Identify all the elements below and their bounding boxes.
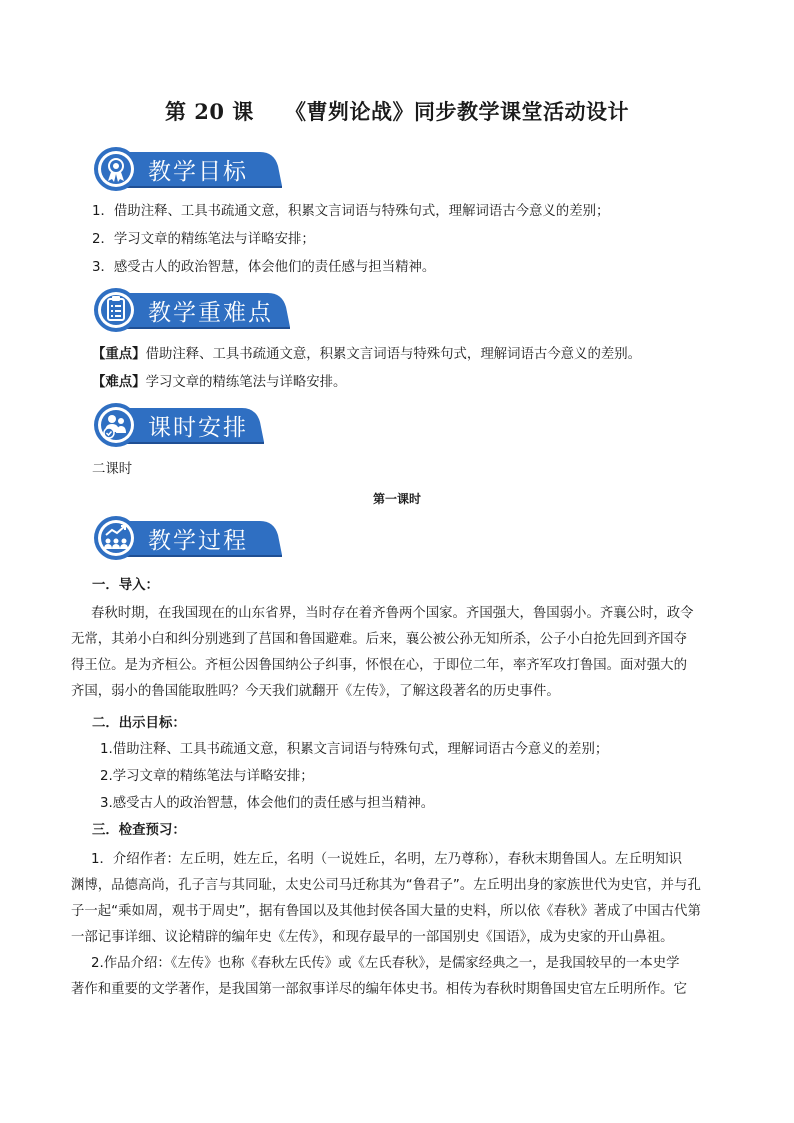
section-heading: 教学过程 xyxy=(148,528,248,554)
clipboard-checklist-icon xyxy=(92,287,140,333)
paragraph-line: 渊博，品德高尚，孔子言与其同耻，太史公司马迁称其为“鲁君子”。左丘明出身的家族世代为史官，并与孔 xyxy=(71,878,701,893)
paragraph-line: 无常，其弟小白和纠分别逃到了莒国和鲁国避难。后来，襄公被公孙无知所杀，公子小白抢先回到齐国夺 xyxy=(71,632,687,647)
section-heading: 课时安排 xyxy=(148,415,248,441)
paragraph-line: 2.作品介绍：《左传》也称《春秋左氏传》或《左氏春秋》，是儒家经典之一，是我国较早的一本史学 xyxy=(91,956,680,971)
section-banner-key-points xyxy=(92,287,302,333)
objective-item: 3.感受古人的政治智慧，体会他们的责任感与担当精神。 xyxy=(100,796,435,811)
key-point-line xyxy=(92,346,641,364)
paragraph-line: 得王位。是为齐桓公。齐桓公因鲁国纳公子纠事，怀恨在心，于即位二年，率齐军攻打鲁国。面对强大的 xyxy=(71,658,687,673)
step-title: 三．检查预习： xyxy=(92,823,186,838)
preview-paragraph xyxy=(71,847,728,1003)
paragraph-line: 著作和重要的文学著作，是我国第一部叙事详尽的编年体史书。相传为春秋时期鲁国史官左丘明所作。它 xyxy=(71,982,687,997)
lesson-subtitle: 第一课时 xyxy=(372,492,421,506)
goal-item: 1．借助注释、工具书疏通文意，积累文言词语与特殊句式，理解词语古今意义的差别； xyxy=(92,204,610,219)
section-banner-schedule xyxy=(92,402,292,448)
key-text: 借助注释、工具书疏通文意，积累文言词语与特殊句式，理解词语古今意义的差别。 xyxy=(145,347,642,362)
objective-item: 1.借助注释、工具书疏通文意，积累文言词语与特殊句式，理解词语古今意义的差别； xyxy=(100,742,609,757)
team-growth-icon xyxy=(92,515,140,561)
paragraph-line: 子一起“乘如周，观书于周史”，据有鲁国以及其他封侯各国大量的史料，所以依《春秋》著成了中国古代第 xyxy=(71,904,701,919)
section-banner-goals xyxy=(92,146,292,192)
people-check-icon xyxy=(92,402,140,448)
step-title: 二．出示目标： xyxy=(92,716,186,731)
goal-item: 3．感受古人的政治智慧，体会他们的责任感与担当精神。 xyxy=(92,260,436,275)
difficulty-label: 【难点】 xyxy=(92,375,146,390)
paragraph-line: 春秋时期，在我国现在的山东省界，当时存在着齐鲁两个国家。齐国强大，鲁国弱小。齐襄公时，政令 xyxy=(91,606,694,621)
goal-item: 2．学习文章的精练笔法与详略安排； xyxy=(92,232,315,247)
difficulty-text: 学习文章的精练笔法与详略安排。 xyxy=(145,375,347,390)
section-banner-process xyxy=(92,515,292,561)
section-heading: 教学重难点 xyxy=(148,300,273,326)
difficulty-line xyxy=(92,374,346,392)
paragraph-line: 1．介绍作者：左丘明，姓左丘，名明（一说姓丘，名明，左乃尊称），春秋末期鲁国人。左丘明知识 xyxy=(91,852,683,867)
page-title: 第 20 课 《曹刿论战》同步教学课堂活动设计 xyxy=(164,99,630,124)
key-label: 【重点】 xyxy=(92,347,146,362)
schedule-text: 二课时 xyxy=(92,462,133,477)
section-heading: 教学目标 xyxy=(148,159,248,185)
paragraph-line: 一部记事详细、议论精辟的编年史《左传》，和现存最早的一部国别史《国语》，成为史家的开山鼻祖。 xyxy=(71,930,674,945)
step-title: 一．导入： xyxy=(92,578,159,593)
intro-paragraph xyxy=(71,601,728,705)
award-ribbon-icon xyxy=(92,146,140,192)
objective-item: 2.学习文章的精练笔法与详略安排； xyxy=(100,769,314,784)
paragraph-line: 齐国，弱小的鲁国能取胜吗？今天我们就翻开《左传》，了解这段著名的历史事件。 xyxy=(71,684,560,699)
